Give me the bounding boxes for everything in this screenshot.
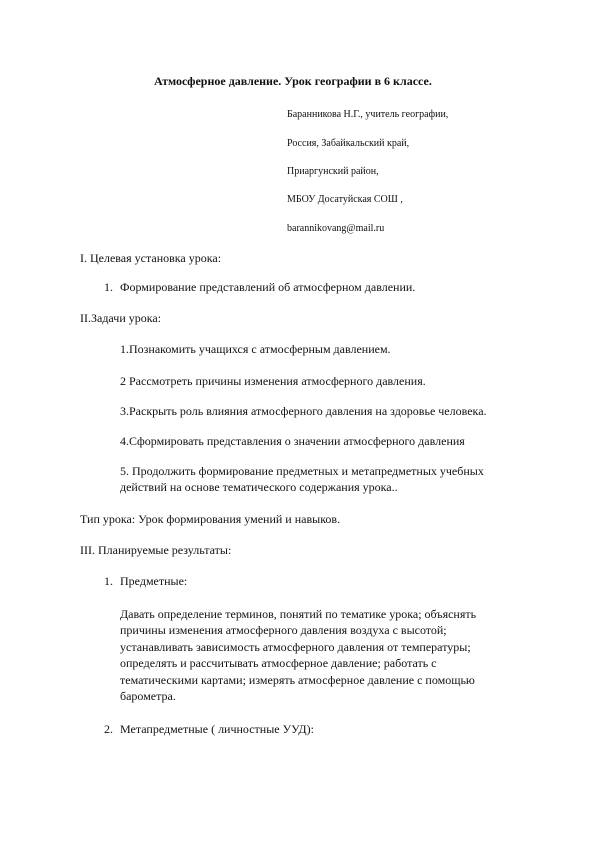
subject-results-line-4: определять и рассчитывать атмосферное давление; работать с xyxy=(120,656,437,670)
task-item-3: 3.Раскрыть роль влияния атмосферного давления на здоровье человека. xyxy=(120,404,487,418)
task-item-4: 4.Сформировать представления о значении атмосферного давления xyxy=(120,434,465,448)
document-title: Атмосферное давление. Урок географии в 6 классе. xyxy=(154,74,432,88)
author-school: МБОУ Досатуйская СОШ , xyxy=(287,194,403,205)
task-item-1: 1.Познакомить учащихся с атмосферным давлением. xyxy=(120,342,391,356)
subject-results-line-6: барометра. xyxy=(120,689,176,703)
subject-results-line-1: Давать определение терминов, понятий по тематике урока; объяснять xyxy=(120,607,477,621)
subject-results-label: Предметные: xyxy=(120,574,188,588)
section-3-heading: III. Планируемые результаты: xyxy=(80,543,232,557)
task-item-5-line-2: действий на основе тематического содержания урока.. xyxy=(120,480,398,494)
subject-results-line-5: тематическими картами; измерять атмосферное давление с помощью xyxy=(120,673,475,687)
author-district: Приаргунский район, xyxy=(287,166,379,177)
section-1-item-number: 1. xyxy=(104,280,113,294)
section-1-item-text: Формирование представлений об атмосферном давлении. xyxy=(120,280,416,294)
task-item-2: 2 Рассмотреть причины изменения атмосферного давления. xyxy=(120,374,426,388)
author-email: barannikovang@mail.ru xyxy=(287,223,385,234)
subject-results-number: 1. xyxy=(104,574,113,588)
task-item-5-line-1: 5. Продолжить формирование предметных и метапредметных учебных xyxy=(120,464,484,478)
metasubject-results-number: 2. xyxy=(104,722,113,736)
author-country: Россия, Забайкальский край, xyxy=(287,138,410,149)
subject-results-line-2: причины изменения атмосферного давления воздуха с высотой; xyxy=(120,623,447,637)
author-name: Баранникова Н.Г., учитель географии, xyxy=(287,109,449,120)
metasubject-results-label: Метапредметные ( личностные УУД): xyxy=(120,722,314,736)
section-1-heading: I. Целевая установка урока: xyxy=(80,251,222,265)
lesson-type: Тип урока: Урок формирования умений и навыков. xyxy=(80,512,341,526)
section-2-heading: II.Задачи урока: xyxy=(80,311,162,325)
subject-results-line-3: устанавливать зависимость атмосферного давления от температуры; xyxy=(120,640,471,654)
